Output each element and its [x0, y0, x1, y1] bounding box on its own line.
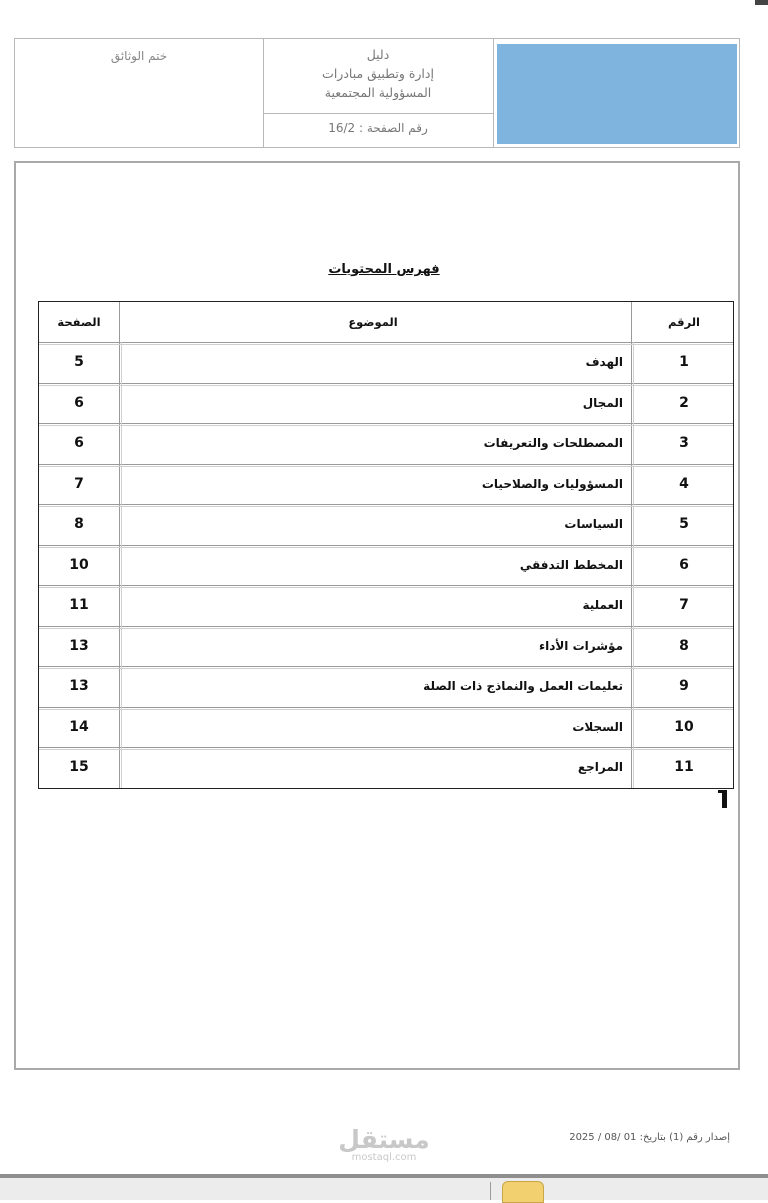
document-title-line: دليل	[366, 47, 390, 62]
toc-row	[39, 545, 733, 586]
toc-page-cell: 15	[69, 759, 89, 776]
watermark	[338, 1126, 430, 1163]
toc-subject-cell: المصطلحات والتعريفات	[483, 436, 623, 451]
toc-row	[39, 464, 733, 505]
toc-number-cell: 10	[674, 718, 694, 735]
toc-subject-cell: المخطط التدفقي	[519, 557, 623, 572]
toc-page-cell: 8	[74, 516, 84, 533]
toc-number-cell: 3	[679, 435, 689, 452]
toc-number-cell: 9	[679, 678, 689, 695]
text-cursor	[722, 790, 727, 808]
toc-page-cell: 5	[74, 354, 84, 371]
toc-page-cell: 14	[69, 718, 89, 735]
issue-info: إصدار رقم (1) بتاريخ: 01 /08 / 2025	[569, 1132, 730, 1143]
toc-number-cell: 6	[679, 556, 689, 573]
toc-subject-cell: السجلات	[572, 719, 623, 734]
watermark-arabic: مستقل	[338, 1125, 430, 1154]
toc-row	[39, 666, 733, 707]
document-title-cell	[263, 39, 494, 147]
toc-subject-cell: تعليمات العمل والنماذج ذات الصلة	[423, 679, 623, 694]
column-header-subject: الموضوع	[348, 315, 398, 329]
toc-title: فهرس المحتويات	[328, 262, 440, 277]
toc-subject-cell: المراجع	[577, 760, 623, 775]
toc-subject-cell: العملية	[582, 598, 623, 613]
toc-number-cell: 2	[679, 394, 689, 411]
document-title	[263, 45, 493, 114]
toc-number-cell: 11	[674, 759, 694, 776]
toc-table	[38, 301, 734, 789]
toc-number-cell: 8	[679, 637, 689, 654]
toc-page-cell: 6	[74, 394, 84, 411]
document-stamp-cell	[15, 39, 264, 147]
toc-row	[39, 383, 733, 424]
toc-subject-cell: السياسات	[564, 517, 623, 532]
document-header	[14, 38, 740, 148]
toc-number-cell: 7	[679, 597, 689, 614]
toc-number-cell: 5	[679, 516, 689, 533]
toc-number-cell: 1	[679, 354, 689, 371]
toc-page-cell: 13	[69, 678, 89, 695]
toc-header-row	[39, 302, 733, 342]
toc-subject-cell: مؤشرات الأداء	[538, 638, 623, 653]
toc-number-cell: 4	[679, 475, 689, 492]
watermark-latin: mostaql.com	[351, 1152, 417, 1163]
document-stamp-label: ختم الوثائق	[110, 49, 168, 63]
document-title-line: المسؤولية المجتمعية	[324, 85, 432, 100]
column-header-number: الرقم	[668, 315, 700, 329]
toc-row	[39, 423, 733, 464]
toc-page-cell: 6	[74, 435, 84, 452]
toc-row	[39, 707, 733, 748]
toc-subject-cell: الهدف	[585, 355, 623, 370]
toc-row	[39, 342, 733, 383]
toc-row	[39, 747, 733, 788]
toc-subject-cell: المسؤوليات والصلاحيات	[481, 476, 623, 491]
organization-logo	[497, 44, 737, 144]
taskbar	[0, 1174, 768, 1200]
corner-mark	[755, 0, 768, 5]
column-header-page: الصفحة	[57, 315, 101, 329]
toc-page-cell: 10	[69, 556, 89, 573]
toc-page-cell: 13	[69, 637, 89, 654]
toc-subject-cell: المجال	[582, 395, 623, 410]
toc-page-cell: 11	[69, 597, 89, 614]
taskbar-separator	[490, 1182, 491, 1200]
toc-page-cell: 7	[74, 475, 84, 492]
page-number: رقم الصفحة : 16/2	[328, 121, 428, 135]
toc-row	[39, 585, 733, 626]
toc-row	[39, 626, 733, 667]
toc-row	[39, 504, 733, 545]
document-title-line: إدارة وتطبيق مبادرات	[322, 66, 434, 81]
